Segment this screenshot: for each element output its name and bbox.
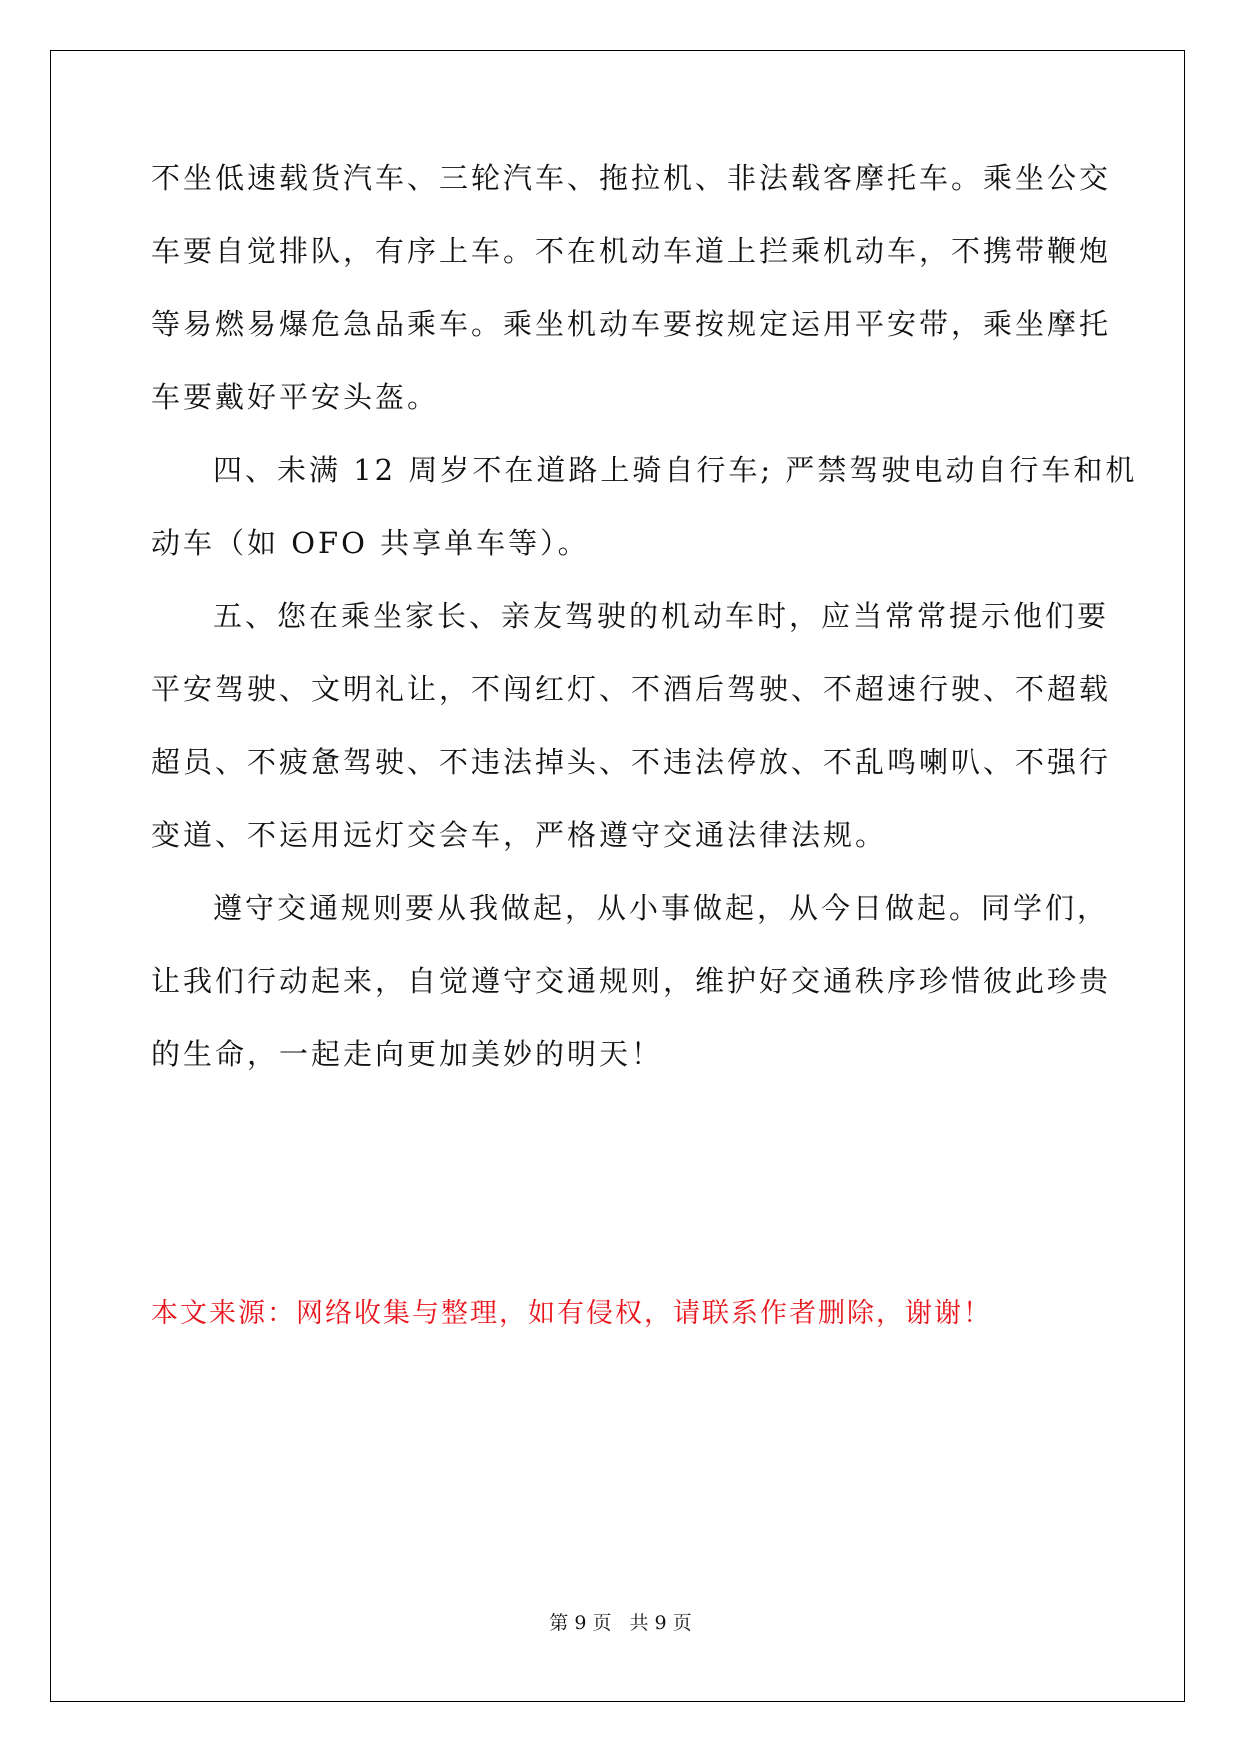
body-line: 让我们行动起来，自觉遵守交通规则，维护好交通秩序珍惜彼此珍贵 (151, 964, 1112, 998)
source-notice: 本文来源：网络收集与整理，如有侵权，请联系作者删除，谢谢！ (151, 1298, 992, 1329)
page-footer (0, 1608, 1241, 1635)
body-line: 五、您在乘坐家长、亲友驾驶的机动车时，应当常常提示他们要 (213, 599, 1110, 633)
body-line: 车要自觉排队，有序上车。不在机动车道上拦乘机动车，不携带鞭炮 (151, 234, 1112, 268)
body-line: 的生命，一起走向更加美妙的明天！ (151, 1037, 664, 1071)
body-line: 动车（如 OFO 共享单车等）。 (151, 526, 590, 560)
body-line: 遵守交通规则要从我做起，从小事做起，从今日做起。同学们， (213, 891, 1110, 925)
page-number-total: 共 9 页 (629, 1612, 692, 1634)
body-line: 等易燃易爆危急品乘车。乘坐机动车要按规定运用平安带，乘坐摩托 (151, 307, 1112, 341)
body-line: 四、未满 12 周岁不在道路上骑自行车; 严禁驾驶电动自行车和机 (213, 453, 1138, 487)
body-line: 变道、不运用远灯交会车，严格遵守交通法律法规。 (151, 818, 888, 852)
page-number-current: 第 9 页 (549, 1612, 612, 1634)
page-frame (50, 50, 1185, 1702)
body-line: 不坐低速载货汽车、三轮汽车、拖拉机、非法载客摩托车。乘坐公交 (151, 161, 1112, 195)
body-line: 车要戴好平安头盔。 (151, 380, 440, 414)
body-line: 平安驾驶、文明礼让，不闯红灯、不酒后驾驶、不超速行驶、不超载 (151, 672, 1112, 706)
body-line: 超员、不疲惫驾驶、不违法掉头、不违法停放、不乱鸣喇叭、不强行 (151, 745, 1112, 779)
